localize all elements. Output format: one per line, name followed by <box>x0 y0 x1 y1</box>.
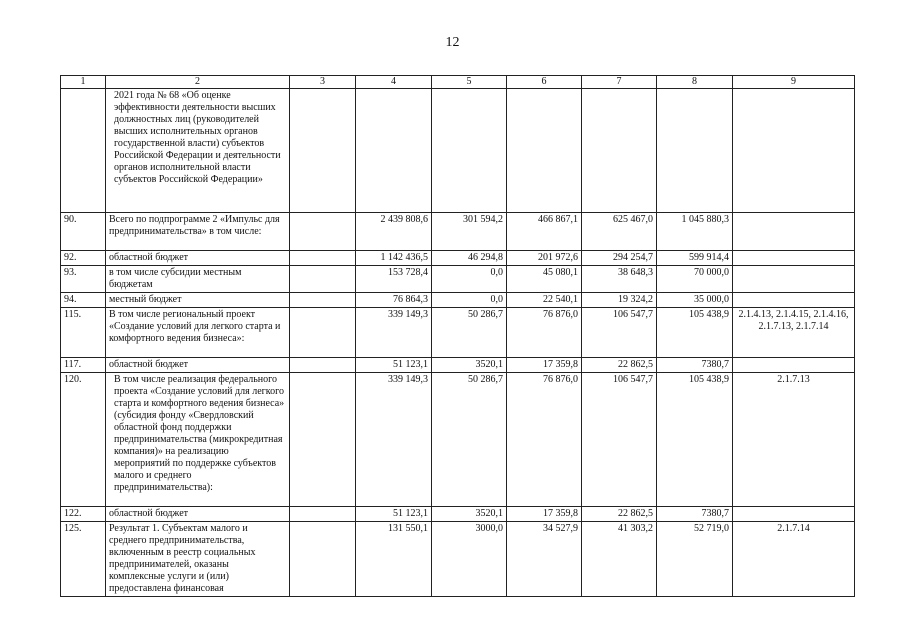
cell-col6: 45 080,1 <box>507 266 582 293</box>
header-cell: 6 <box>507 76 582 89</box>
cell-col4: 131 550,1 <box>356 522 432 597</box>
table-row <box>61 522 855 597</box>
header-cell: 8 <box>657 76 733 89</box>
header-cell: 9 <box>733 76 855 89</box>
cell-col9: 2.1.7.14 <box>733 522 855 597</box>
cell-col4: 2 439 808,6 <box>356 213 432 251</box>
row-name: в том числе субсидии местным бюджетам <box>106 266 290 293</box>
cell-col6: 22 540,1 <box>507 293 582 308</box>
header-cell: 1 <box>61 76 106 89</box>
cell-col3 <box>290 251 356 266</box>
cell-col4 <box>356 89 432 213</box>
cell-col7: 106 547,7 <box>582 308 657 358</box>
cell-col8: 7380,7 <box>657 358 733 373</box>
cell-col6 <box>507 89 582 213</box>
cell-col5: 3000,0 <box>432 522 507 597</box>
cell-col7: 22 862,5 <box>582 507 657 522</box>
header-cell: 2 <box>106 76 290 89</box>
cell-col7: 41 303,2 <box>582 522 657 597</box>
cell-col3 <box>290 293 356 308</box>
cell-col4: 51 123,1 <box>356 507 432 522</box>
cell-col8: 70 000,0 <box>657 266 733 293</box>
row-number: 94. <box>61 293 106 308</box>
cell-col8: 1 045 880,3 <box>657 213 733 251</box>
cell-col3 <box>290 522 356 597</box>
cell-col9 <box>733 89 855 213</box>
cell-col3 <box>290 507 356 522</box>
header-cell: 3 <box>290 76 356 89</box>
cell-col4: 51 123,1 <box>356 358 432 373</box>
row-number <box>61 89 106 213</box>
table-row <box>61 89 855 213</box>
row-number: 122. <box>61 507 106 522</box>
cell-col8 <box>657 89 733 213</box>
row-name: местный бюджет <box>106 293 290 308</box>
cell-col7: 625 467,0 <box>582 213 657 251</box>
cell-col3 <box>290 358 356 373</box>
cell-col6: 34 527,9 <box>507 522 582 597</box>
row-name: Результат 1. Субъектам малого и среднего предпринимательства, включенным в реестр социальных предпринимателей, оказаны комплексные услуги и (или) предоставлена финансовая <box>106 522 290 597</box>
row-number: 125. <box>61 522 106 597</box>
row-name: областной бюджет <box>106 358 290 373</box>
cell-col8: 52 719,0 <box>657 522 733 597</box>
cell-col3 <box>290 213 356 251</box>
row-number: 92. <box>61 251 106 266</box>
row-name: 2021 года № 68 «Об оценке эффективности деятельности высших должностных лиц (руководителей высших исполнительных органов государственной власти) субъектов Российской Федерации и деятельности органов исполнительной власти субъектов Российской Федерации» <box>106 89 290 213</box>
header-cell: 5 <box>432 76 507 89</box>
cell-col8: 7380,7 <box>657 507 733 522</box>
cell-col5: 3520,1 <box>432 358 507 373</box>
cell-col5 <box>432 89 507 213</box>
header-row <box>61 76 855 89</box>
cell-col5: 46 294,8 <box>432 251 507 266</box>
row-name: В том числе региональный проект «Создание условий для легкого старта и комфортного ведения бизнеса»: <box>106 308 290 358</box>
cell-col7: 38 648,3 <box>582 266 657 293</box>
cell-col5: 0,0 <box>432 293 507 308</box>
table-row <box>61 293 855 308</box>
row-name: В том числе реализация федерального проекта «Создание условий для легкого старта и комфортного ведения бизнеса» (субсидия фонду «Свердловский областной фонд поддержки предпринимательства (микрокредитная компания)» на реализацию мероприятий по поддержке субъектов малого и среднего предпринимательства): <box>106 373 290 507</box>
cell-col3 <box>290 373 356 507</box>
cell-col9 <box>733 266 855 293</box>
row-number: 90. <box>61 213 106 251</box>
cell-col3 <box>290 266 356 293</box>
table-row <box>61 507 855 522</box>
table-row <box>61 358 855 373</box>
cell-col6: 17 359,8 <box>507 507 582 522</box>
cell-col4: 1 142 436,5 <box>356 251 432 266</box>
row-name: областной бюджет <box>106 251 290 266</box>
cell-col6: 76 876,0 <box>507 308 582 358</box>
cell-col7: 22 862,5 <box>582 358 657 373</box>
table-row <box>61 308 855 358</box>
row-number: 93. <box>61 266 106 293</box>
table-row <box>61 213 855 251</box>
cell-col6: 76 876,0 <box>507 373 582 507</box>
cell-col9 <box>733 507 855 522</box>
cell-col3 <box>290 89 356 213</box>
cell-col4: 153 728,4 <box>356 266 432 293</box>
row-number: 117. <box>61 358 106 373</box>
cell-col7: 294 254,7 <box>582 251 657 266</box>
table-row <box>61 251 855 266</box>
cell-col8: 599 914,4 <box>657 251 733 266</box>
cell-col9 <box>733 213 855 251</box>
row-number: 115. <box>61 308 106 358</box>
cell-col6: 17 359,8 <box>507 358 582 373</box>
cell-col6: 466 867,1 <box>507 213 582 251</box>
cell-col9: 2.1.4.13, 2.1.4.15, 2.1.4.16, 2.1.7.13, 2.1.7.14 <box>733 308 855 358</box>
cell-col8: 105 438,9 <box>657 373 733 507</box>
cell-col3 <box>290 308 356 358</box>
cell-col5: 0,0 <box>432 266 507 293</box>
cell-col8: 105 438,9 <box>657 308 733 358</box>
table-row <box>61 373 855 507</box>
cell-col9: 2.1.7.13 <box>733 373 855 507</box>
table-row <box>61 266 855 293</box>
header-cell: 4 <box>356 76 432 89</box>
row-name: Всего по подпрограмме 2 «Импульс для предпринимательства» в том числе: <box>106 213 290 251</box>
cell-col5: 50 286,7 <box>432 308 507 358</box>
cell-col4: 339 149,3 <box>356 373 432 507</box>
cell-col9 <box>733 358 855 373</box>
cell-col6: 201 972,6 <box>507 251 582 266</box>
cell-col7: 106 547,7 <box>582 373 657 507</box>
budget-table <box>60 75 855 597</box>
cell-col5: 301 594,2 <box>432 213 507 251</box>
page-number: 12 <box>445 35 460 50</box>
cell-col8: 35 000,0 <box>657 293 733 308</box>
cell-col9 <box>733 251 855 266</box>
cell-col5: 3520,1 <box>432 507 507 522</box>
cell-col7: 19 324,2 <box>582 293 657 308</box>
row-name: областной бюджет <box>106 507 290 522</box>
header-cell: 7 <box>582 76 657 89</box>
row-number: 120. <box>61 373 106 507</box>
cell-col4: 76 864,3 <box>356 293 432 308</box>
cell-col9 <box>733 293 855 308</box>
cell-col5: 50 286,7 <box>432 373 507 507</box>
cell-col4: 339 149,3 <box>356 308 432 358</box>
cell-col7 <box>582 89 657 213</box>
